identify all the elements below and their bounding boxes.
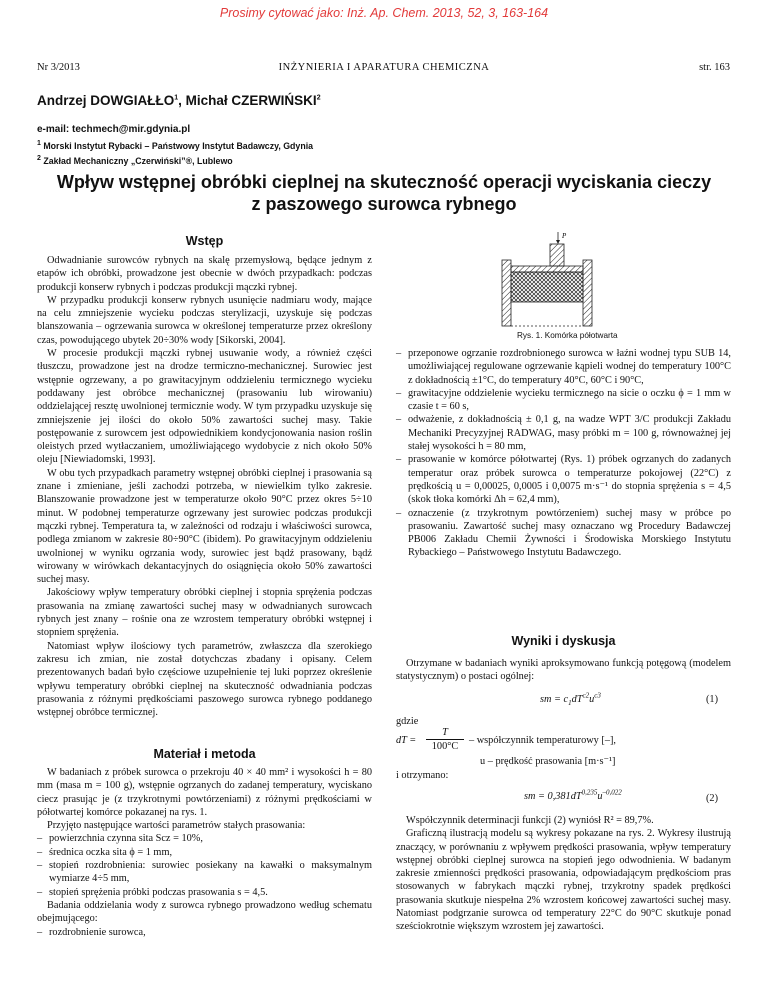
intro-paragraph: W procesie produkcji mączki rybnej usuwanie wody, a również części tłuszczu, prowadzone jest na drodze termiczno-mechanicznej. Surowiec jest wstępnie ogrzewany, a po grawitacyjnym oddzieleniu termicznego wycieku poddawany jest obróbce mechanicznej (prasowaniu lub wirowaniu) oddzielającej resztę uwolnionej termicznie wody. W tym przypadku uzyskuje się zmniejszenie jej ilości do około 50% zawartości suchej masy. Takie postępowanie z surowcem jest odpowiednikiem kondycjonowania nasion roślin oleistych przed wytłaczaniem, umożliwiającego wydobycie z nich około 50% oleju [Niewiadomski, 1993]. — [37, 348, 372, 466]
methods-list-item: – stopień sprężenia próbki podczas prasowania s = 4,5. — [37, 886, 372, 899]
eq1-c3: c3 — [594, 691, 601, 700]
methods-paragraph: Badania oddzielania wody z surowca rybnego prowadzono według schematu obejmującego: — [37, 899, 372, 925]
intro-paragraph: W obu tych przypadkach parametry wstępnej obróbki cieplnej i prasowania są znane i zmieniane, jeśli zachodzi potrzeba, w niewielkim tylko zakresie. Blanszowanie prowadzone jest w temperaturze około 90°C przez okres 5÷10 minut. W podobnej temperaturze ogrzewany jest surowiec podczas produkcji mączki rybnej. Temperatura ta, w zależności od rodzaju i właściwości surowca, podlega zmianom w zakresie 80÷90°C (ibidem). Po grawitacyjnym oddzieleniu uwolnionej w wyniku ogrzania wody, surowiec jest bądź prasowany, bądź wirowany w wirówkach dekantacyjnych do osiągnięcia około 50% zawartości suchej masy. — [37, 467, 372, 586]
piston-head — [511, 266, 583, 272]
equation-2-number: (2) — [706, 793, 719, 804]
aff-1-text: Morski Instytut Rybacki – Państwowy Instytut Badawczy, Gdynia — [43, 141, 314, 151]
email: e-mail: techmech@mir.gdynia.pl — [37, 124, 191, 135]
affiliation-1 — [37, 141, 313, 151]
cell-wall-left — [502, 260, 511, 326]
author-1: Andrzej DOWGIAŁŁO — [37, 93, 175, 108]
author-sep: , — [178, 93, 186, 108]
figure-caption: Rys. 1. Komórka półotwarta — [517, 331, 618, 340]
procedure-list-item: – oznaczenie (z trzykrotnym powtórzeniem) suchej masy w próbce po prasowaniu. Zawartość suchej masy oznaczano wg Procedury Badawczej PB006 Zakładu Chemii Żywności i Środowiska Morskiego Instytutu Rybackiego – Państwowego Instytutu Badawczego. — [396, 507, 731, 560]
eq1-u: u — [589, 694, 595, 705]
procedure-list-item: – prasowanie w komórce półotwartej (Rys. 1) próbek ogrzanych do zadanych temperatur oraz próbek surowca o temperaturze pokojowej (22°C) z prędkością u = 0,00025, 0,0005 i 0,0075 m·s⁻¹ do stopnia sprężenia s = 4,5 (skok tłoka komórki Δh = 62,4 mm), — [396, 453, 731, 506]
sample-material — [511, 272, 583, 302]
issue-number: Nr 3/2013 — [37, 62, 80, 73]
procedure-list-item: – przeponowe ogrzanie rozdrobnionego surowca w łaźni wodnej typu SUB 14, umożliwiającej regulowane ogrzewanie kąpieli wodnej do temperatury 100°C z dokładnością ±1°C, do temperatury 40°C, 60°C i 90°C, — [396, 347, 731, 387]
citation-banner: Prosimy cytować jako: Inż. Ap. Chem. 2013, 52, 3, 163-164 — [219, 6, 549, 20]
methods-text — [37, 766, 372, 939]
eq2-u: u — [597, 791, 603, 802]
cell-wall-right — [583, 260, 592, 326]
dT-denominator: 100°C — [431, 741, 459, 752]
right-list — [396, 347, 731, 560]
author-2: Michał CZERWIŃSKI — [185, 93, 317, 108]
dT-numerator: T — [426, 727, 464, 740]
procedure-list-item: – odważenie, z dokładnością ± 0,1 g, na wadze WPT 3/C produkcji Zakładu Mechaniki Precyzyjnej RADWAG, masy próbki m = 100 g, równoważnej jej stałej wysokości h = 80 mm, — [396, 413, 731, 453]
journal-name: INŻYNIERIA I APARATURA CHEMICZNA — [278, 62, 490, 73]
section-heading-results: Wyniki i dyskusja — [511, 634, 616, 648]
eq2-p1: 0,235 — [581, 788, 598, 797]
eq1-lhs: sm = c — [540, 694, 569, 705]
equation-2 — [524, 788, 622, 802]
results-paragraph: Współczynnik determinacji funkcji (2) wyniósł R² = 89,7%. — [406, 815, 654, 826]
dT-description: – współczynnik temperaturowy [–], — [469, 735, 616, 746]
section-heading-methods: Materiał i metoda — [153, 747, 256, 761]
intro-paragraph: W przypadku produkcji konserw rybnych usunięcie nadmiaru wody, mające na celu zmniejszenie wycieku podczas sterylizacji, uzyskuje się podczas blanszowania – ogrzewania surowca w określonej temperaturze przez określony czas, powodującego ubytek 20÷30% wody [Sikorski, 2004]. — [37, 294, 372, 346]
paper-title — [40, 171, 728, 215]
obtained-label: i otrzymano: — [396, 770, 449, 781]
aff-1-num: 1 — [37, 140, 41, 148]
intro-paragraph: Odwadnianie surowców rybnych na skalę przemysłową, będące jednym z etapów ich obróbki, prowadzone jest obecnie w dwóch przypadkach: podczas produkcji konserw rybnych i podczas produkcji mączki rybnej. — [37, 255, 372, 293]
equation-1 — [540, 691, 601, 708]
methods-list-item: – stopień rozdrobnienia: surowiec posiekany na kawałki o maksymalnym wymiarze 4÷5 mm, — [37, 859, 372, 886]
results-intro — [396, 657, 731, 684]
dT-lhs: dT = — [396, 735, 417, 746]
equation-1-number: (1) — [706, 694, 719, 705]
section-heading-intro: Wstęp — [185, 234, 224, 248]
methods-list-item: – średnica oczka sita ϕ = 1 mm, — [37, 846, 372, 859]
title-line-1: Wpływ wstępnej obróbki cieplnej na skuteczność operacji wyciskania cieczy — [56, 172, 712, 192]
force-label: P — [562, 232, 567, 240]
author-1-sup: 1 — [174, 94, 179, 102]
page-number: str. 163 — [699, 62, 730, 73]
eq2-lhs: sm = 0,381dT — [524, 791, 582, 802]
methods-list-item: – powierzchnia czynna sita Scz = 10%, — [37, 832, 372, 845]
methods-paragraph: Przyjęto następujące wartości parametrów stałych prasowania: — [47, 820, 306, 832]
title-line-2: z paszowego surowca rybnego — [251, 194, 517, 214]
results-paragraph: Otrzymane w badaniach wyniki aproksymowano funkcją potęgową (modelem statystycznym) o postaci ogólnej: — [396, 658, 731, 683]
results-paragraph: Graficzną ilustracją modelu są wykresy pokazane na rys. 2. Wykresy ilustrują znaczący, w porównaniu z wpływem prędkości prasowania, wpływ temperatury wstępnej obróbki cieplnej surowca na stopień jego odwodnienia. W badanym zakresie zmienności prędkości prasowania, odpowiadającym prędkościom pras stosowanych w fabrykach mączki rybnej, trzykrotny spadek prędkości prasowania skutkuje niespełna 2% wzrostem końcowej zawartości suchej masy. Natomiast podgrzanie surowca od temperatury 22°C do 90°C skutkuje ponad sześciokrotnie większym wzrostem jej zawartości. — [396, 828, 731, 933]
eq2-p2: –0,022 — [602, 788, 622, 797]
procedure-list-item: – grawitacyjne oddzielenie wycieku termicznego na sicie o oczku ϕ = 1 mm w czasie t = 60 s, — [396, 387, 731, 414]
intro-paragraph: Jakościowy wpływ temperatury obróbki cieplnej i stopnia sprężenia podczas prasowania na zmianę zawartości suchej masy w odwadnianych surowcach rybnych jest znany – rośnie ona ze wzrostem temperatury obróbki wstępnej i stopniem sprężenia. — [37, 587, 372, 639]
eq1-dT: dT — [571, 694, 583, 705]
eq1-c1: 1 — [568, 699, 572, 708]
piston-rod — [550, 244, 564, 266]
intro-text — [37, 254, 372, 719]
methods-list-item: – rozdrobnienie surowca, — [37, 926, 372, 939]
affiliation-2 — [37, 156, 233, 166]
methods-paragraph: W badaniach z próbek surowca o przekroju 40 × 40 mm² i wysokości h = 80 mm (masa m = 100 g), wstępnie ogrzanych do zadanej temperatury, wyciskano ciecz prasując je (z trzykrotnymi powtórzeniami) z różnymi prędkościami w półotwartej komórce pokazanej na rys. 1. — [37, 767, 372, 818]
press-cell-figure — [496, 232, 596, 328]
aff-2-text: Zakład Mechaniczny „Czerwiński”®, Lublewo — [43, 156, 233, 166]
author-2-sup: 2 — [316, 94, 321, 102]
authors — [37, 93, 321, 108]
u-description: u – prędkość prasowania [m·s⁻¹] — [480, 756, 616, 767]
eq1-c2: c2 — [582, 691, 590, 700]
where-label: gdzie — [396, 716, 419, 727]
aff-2-num: 2 — [37, 155, 41, 163]
intro-paragraph: Natomiast wpływ ilościowy tych parametrów, zwłaszcza dla szerokiego zakresu ich zmian, nie został dotychczas zbadany i opisany. Celem prezentowanych badań było częściowe uzupełnienie tej luki poprzez określenie wpływu temperatury obróbki cieplnej na skuteczność odwadniania podczas prasowania z różnymi prędkościami paszowego surowca rybnego poddanego wstępnej obróbce termicznej. — [37, 640, 372, 719]
results-text — [396, 814, 731, 934]
